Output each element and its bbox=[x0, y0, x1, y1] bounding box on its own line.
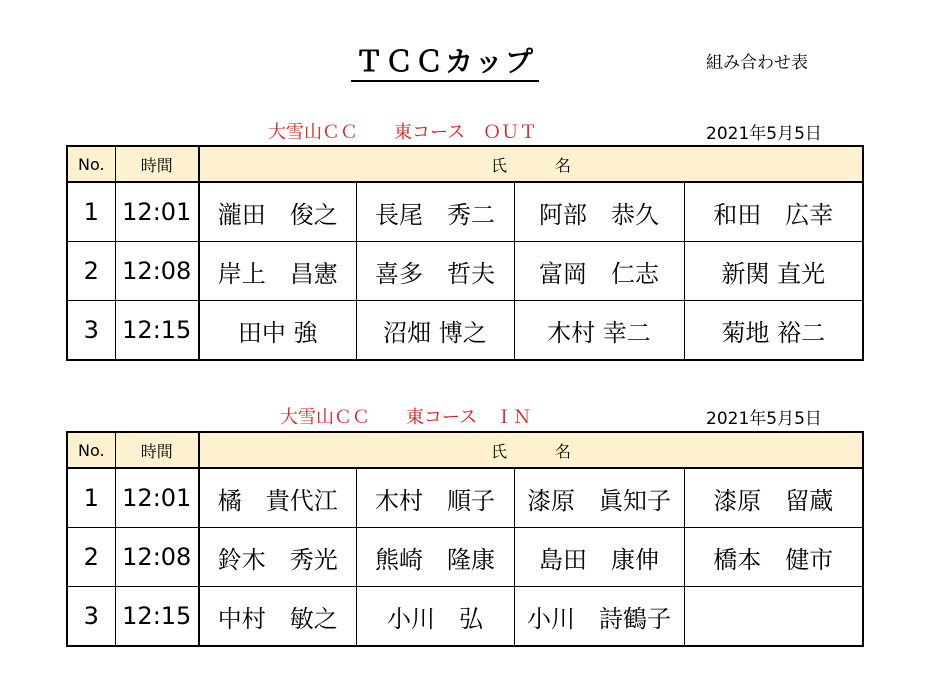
player-name: 新関 直光 bbox=[684, 242, 863, 301]
player-name: 漆原 眞知子 bbox=[514, 468, 684, 528]
player-name: 熊崎 隆康 bbox=[356, 528, 514, 587]
header-time: 時間 bbox=[115, 432, 199, 468]
date-label-out: 2021年5月5日 bbox=[706, 124, 822, 144]
header-time: 時間 bbox=[115, 146, 199, 182]
header-name: 氏 名 bbox=[199, 432, 863, 468]
row-no: 2 bbox=[67, 242, 115, 301]
pairing-table-out bbox=[66, 145, 864, 361]
table-header-row bbox=[67, 146, 863, 182]
player-name: 橋本 健市 bbox=[684, 528, 863, 587]
row-time: 12:08 bbox=[115, 242, 199, 301]
course-label-out: 大雪山ＣＣ 東コース ＯＵＴ bbox=[268, 122, 538, 143]
player-name: 木村 幸二 bbox=[514, 301, 684, 361]
course-label-in: 大雪山ＣＣ 東コース ＩＮ bbox=[280, 407, 532, 428]
player-name: 菊地 裕二 bbox=[684, 301, 863, 361]
player-name: 漆原 留蔵 bbox=[684, 468, 863, 528]
table-row bbox=[67, 587, 863, 647]
player-name-empty bbox=[684, 587, 863, 647]
player-name: 島田 康伸 bbox=[514, 528, 684, 587]
row-time: 12:15 bbox=[115, 301, 199, 361]
page-title-text: ＴＣＣカップ bbox=[351, 45, 539, 82]
row-time: 12:15 bbox=[115, 587, 199, 647]
header-name: 氏 名 bbox=[199, 146, 863, 182]
page-subtitle: 組み合わせ表 bbox=[706, 53, 808, 73]
date-label-in: 2021年5月5日 bbox=[706, 409, 822, 429]
row-no: 2 bbox=[67, 528, 115, 587]
player-name: 中村 敏之 bbox=[199, 587, 356, 647]
header-no: No. bbox=[67, 146, 115, 182]
player-name: 田中 強 bbox=[199, 301, 356, 361]
header-no: No. bbox=[67, 432, 115, 468]
table-row bbox=[67, 528, 863, 587]
player-name: 長尾 秀二 bbox=[356, 182, 514, 242]
player-name: 沼畑 博之 bbox=[356, 301, 514, 361]
player-name: 喜多 哲夫 bbox=[356, 242, 514, 301]
table-row bbox=[67, 182, 863, 242]
player-name: 橘 貴代江 bbox=[199, 468, 356, 528]
row-time: 12:08 bbox=[115, 528, 199, 587]
row-no: 1 bbox=[67, 182, 115, 242]
player-name: 小川 詩鶴子 bbox=[514, 587, 684, 647]
table-row bbox=[67, 301, 863, 361]
page-title bbox=[300, 40, 590, 80]
table-row bbox=[67, 468, 863, 528]
pairing-table-in bbox=[66, 431, 864, 647]
player-name: 木村 順子 bbox=[356, 468, 514, 528]
row-no: 3 bbox=[67, 587, 115, 647]
table-header-row bbox=[67, 432, 863, 468]
row-time: 12:01 bbox=[115, 468, 199, 528]
player-name: 阿部 恭久 bbox=[514, 182, 684, 242]
player-name: 小川 弘 bbox=[356, 587, 514, 647]
row-time: 12:01 bbox=[115, 182, 199, 242]
player-name: 和田 広幸 bbox=[684, 182, 863, 242]
player-name: 岸上 昌憲 bbox=[199, 242, 356, 301]
row-no: 1 bbox=[67, 468, 115, 528]
player-name: 富岡 仁志 bbox=[514, 242, 684, 301]
row-no: 3 bbox=[67, 301, 115, 361]
player-name: 鈴木 秀光 bbox=[199, 528, 356, 587]
player-name: 瀧田 俊之 bbox=[199, 182, 356, 242]
table-row bbox=[67, 242, 863, 301]
